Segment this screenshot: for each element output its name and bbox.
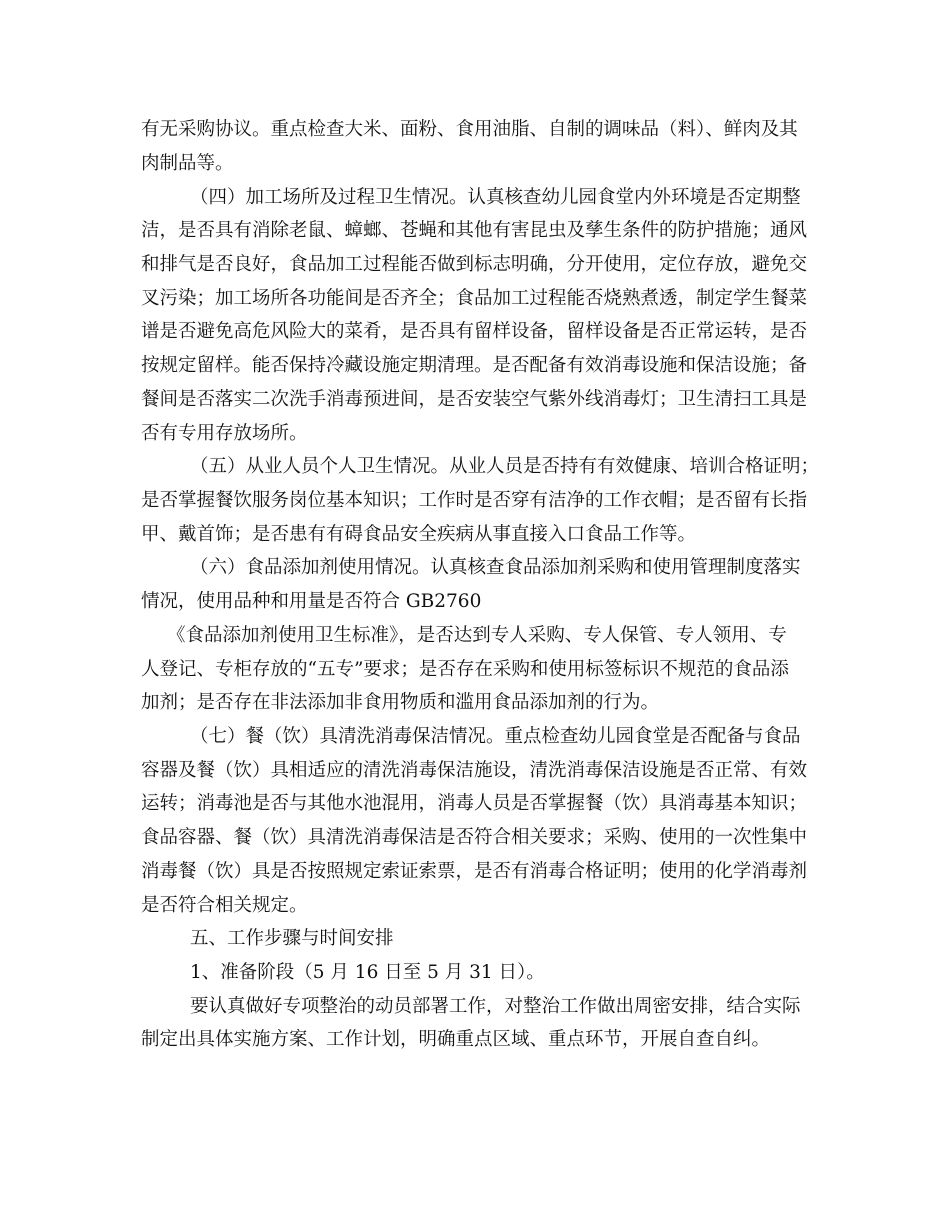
text-line: 要认真做好专项整治的动员部署工作，对整治工作做出周密安排，结合实际: [190, 996, 801, 1017]
text-line: 肉制品等。: [141, 153, 234, 174]
text-line: 否有专用存放场所。: [141, 423, 308, 444]
text-line: 叉污染；加工场所各功能间是否齐全；食品加工过程能否烧熟煮透，制定学生餐菜: [141, 288, 808, 309]
text-line: 情况，使用品种和用量是否符合 GB2760: [141, 591, 482, 612]
text-line: 加剂；是否存在非法添加非食用物质和滥用食品添加剂的行为。: [141, 692, 660, 713]
text-line: 人登记、专柜存放的“五专”要求；是否存在采购和使用标签标识不规范的食品添: [141, 659, 789, 680]
text-line: 按规定留样。能否保持冷藏设施定期清理。是否配备有效消毒设施和保洁设施；备: [141, 355, 808, 376]
text-line: 消毒餐（饮）具是否按照规定索证索票，是否有消毒合格证明；使用的化学消毒剂: [141, 861, 808, 882]
text-line: （七）餐（饮）具清洗消毒保洁情况。重点检查幼儿园食堂是否配备与食品: [190, 726, 801, 747]
section-heading: 五、工作步骤与时间安排: [190, 928, 394, 949]
text-line: 是否符合相关规定。: [141, 895, 308, 916]
text-line: 1、准备阶段（5 月 16 日至 5 月 31 日）。: [190, 962, 545, 983]
text-line: （五）从业人员个人卫生情况。从业人员是否持有有效健康、培训合格证明；: [190, 456, 820, 477]
text-line: 和排气是否良好，食品加工过程能否做到标志明确，分开使用，定位存放，避免交: [141, 254, 808, 275]
text-line: 餐间是否落实二次洗手消毒预进间，是否安装空气紫外线消毒灯；卫生清扫工具是: [141, 389, 808, 410]
text-line: 甲、戴首饰；是否患有有碍食品安全疾病从事直接入口食品工作等。: [141, 524, 697, 545]
text-line: 有无采购协议。重点检查大米、面粉、食用油脂、自制的调味品（料）、鲜肉及其: [141, 119, 798, 140]
text-line: 谱是否避免高危风险大的菜肴，是否具有留样设备，留样设备是否正常运转，是否: [141, 321, 808, 342]
text-line: （四）加工场所及过程卫生情况。认真核查幼儿园食堂内外环境是否定期整: [190, 187, 801, 208]
text-line: 是否掌握餐饮服务岗位基本知识；工作时是否穿有洁净的工作衣帽；是否留有长指: [141, 490, 808, 511]
text-line: 食品容器、餐（饮）具清洗消毒保洁是否符合相关要求；采购、使用的一次性集中: [141, 827, 808, 848]
text-line: 运转；消毒池是否与其他水池混用，消毒人员是否掌握餐（饮）具消毒基本知识；: [141, 793, 808, 814]
text-line: 容器及餐（饮）具相适应的清洗消毒保洁施设，清洗消毒保洁设施是否正常、有效: [141, 760, 808, 781]
text-line: 《食品添加剂使用卫生标准》，是否达到专人采购、专人保管、专人领用、专: [167, 625, 787, 646]
text-line: 洁，是否具有消除老鼠、蟑螂、苍蝇和其他有害昆虫及孳生条件的防护措施；通风: [141, 220, 808, 241]
text-line: （六）食品添加剂使用情况。认真核查食品添加剂采购和使用管理制度落实: [190, 557, 801, 578]
text-line: 制定出具体实施方案、工作计划，明确重点区域、重点环节，开展自查自纠。: [141, 1029, 771, 1050]
